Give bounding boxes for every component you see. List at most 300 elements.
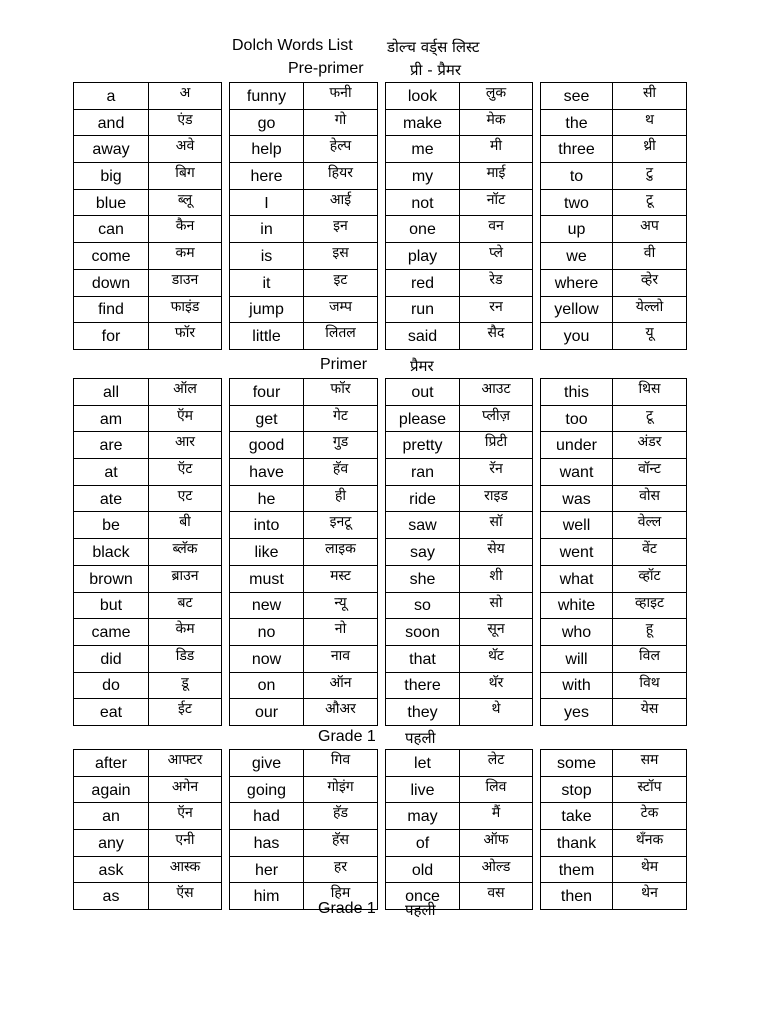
table-row	[230, 459, 378, 486]
table-row	[541, 296, 687, 323]
word-table	[385, 82, 533, 350]
english-word: for	[74, 323, 149, 350]
english-word: saw	[386, 512, 460, 539]
english-word: but	[74, 592, 149, 619]
hindi-transliteration: लिव	[460, 776, 533, 803]
english-word: did	[74, 645, 149, 672]
english-word: in	[230, 216, 304, 243]
table-row	[386, 776, 533, 803]
table-row	[541, 592, 687, 619]
english-word: is	[230, 243, 304, 270]
english-word: an	[74, 803, 149, 830]
english-word: well	[541, 512, 613, 539]
table-row	[541, 243, 687, 270]
english-word: up	[541, 216, 613, 243]
table-row	[230, 216, 378, 243]
word-table	[540, 749, 687, 910]
english-word: little	[230, 323, 304, 350]
table-row	[74, 405, 222, 432]
english-word: stop	[541, 776, 613, 803]
english-word: ran	[386, 459, 460, 486]
section-heading-hindi: प्री - प्रैमर	[410, 61, 462, 79]
table-row	[541, 459, 687, 486]
table-row	[74, 776, 222, 803]
hindi-transliteration: एनी	[149, 830, 222, 857]
table-row	[230, 379, 378, 406]
table-row	[541, 485, 687, 512]
hindi-transliteration: गेट	[304, 405, 378, 432]
hindi-transliteration: बी	[149, 512, 222, 539]
english-word: down	[74, 269, 149, 296]
english-word: away	[74, 136, 149, 163]
table-row	[74, 672, 222, 699]
hindi-transliteration: गोइंग	[304, 776, 378, 803]
english-word: make	[386, 109, 460, 136]
word-table	[229, 749, 378, 910]
table-row	[386, 856, 533, 883]
hindi-transliteration: थेन	[613, 883, 687, 910]
english-word: one	[386, 216, 460, 243]
table-row	[386, 699, 533, 726]
hindi-transliteration: ही	[304, 485, 378, 512]
english-word: of	[386, 830, 460, 857]
hindi-transliteration: राइड	[460, 485, 533, 512]
english-word: help	[230, 136, 304, 163]
word-table	[73, 378, 222, 726]
hindi-transliteration: बिग	[149, 163, 222, 190]
hindi-transliteration: टेक	[613, 803, 687, 830]
table-row	[386, 830, 533, 857]
english-word: will	[541, 645, 613, 672]
english-word: it	[230, 269, 304, 296]
english-word: out	[386, 379, 460, 406]
hindi-transliteration: वॉन्ट	[613, 459, 687, 486]
english-word: come	[74, 243, 149, 270]
table-row	[386, 565, 533, 592]
table-row	[386, 405, 533, 432]
english-word: new	[230, 592, 304, 619]
table-row	[386, 136, 533, 163]
table-row	[386, 189, 533, 216]
hindi-transliteration: ऑल	[149, 379, 222, 406]
english-word: to	[541, 163, 613, 190]
english-word: going	[230, 776, 304, 803]
hindi-transliteration: कम	[149, 243, 222, 270]
hindi-transliteration: लितल	[304, 323, 378, 350]
english-word: he	[230, 485, 304, 512]
table-row	[386, 619, 533, 646]
table-row	[74, 83, 222, 110]
hindi-transliteration: ब्राउन	[149, 565, 222, 592]
hindi-transliteration: मैं	[460, 803, 533, 830]
english-word: find	[74, 296, 149, 323]
hindi-transliteration: थॅंनक	[613, 830, 687, 857]
table-row	[386, 216, 533, 243]
hindi-transliteration: थॅट	[460, 645, 533, 672]
english-word: get	[230, 405, 304, 432]
table-row	[74, 750, 222, 777]
hindi-transliteration: गिव	[304, 750, 378, 777]
hindi-transliteration: लाइक	[304, 539, 378, 566]
hindi-transliteration: हॅस	[304, 830, 378, 857]
hindi-transliteration: आफ्टर	[149, 750, 222, 777]
english-word: go	[230, 109, 304, 136]
english-word: as	[74, 883, 149, 910]
hindi-transliteration: कैन	[149, 216, 222, 243]
hindi-transliteration: विथ	[613, 672, 687, 699]
table-row	[230, 189, 378, 216]
table-row	[74, 296, 222, 323]
hindi-transliteration: हर	[304, 856, 378, 883]
hindi-transliteration: आस्क	[149, 856, 222, 883]
table-row	[386, 83, 533, 110]
word-table	[73, 82, 222, 350]
table-row	[74, 243, 222, 270]
hindi-transliteration: वोस	[613, 485, 687, 512]
hindi-transliteration: सैद	[460, 323, 533, 350]
english-word: what	[541, 565, 613, 592]
table-row	[541, 432, 687, 459]
english-word: are	[74, 432, 149, 459]
table-row	[386, 645, 533, 672]
hindi-transliteration: व्हाइट	[613, 592, 687, 619]
english-word: two	[541, 189, 613, 216]
english-word: say	[386, 539, 460, 566]
table-row	[541, 565, 687, 592]
section-heading	[0, 60, 768, 80]
table-row	[541, 699, 687, 726]
hindi-transliteration: अंडर	[613, 432, 687, 459]
hindi-transliteration: हिम	[304, 883, 378, 910]
hindi-transliteration: मस्ट	[304, 565, 378, 592]
hindi-transliteration: आउट	[460, 379, 533, 406]
table-row	[230, 485, 378, 512]
table-row	[74, 323, 222, 350]
table-row	[386, 269, 533, 296]
hindi-transliteration: वेल्ल	[613, 512, 687, 539]
table-row	[541, 803, 687, 830]
table-row	[74, 645, 222, 672]
english-word: pretty	[386, 432, 460, 459]
hindi-transliteration: अगेन	[149, 776, 222, 803]
english-word: our	[230, 699, 304, 726]
hindi-transliteration: सून	[460, 619, 533, 646]
english-word: good	[230, 432, 304, 459]
english-word: some	[541, 750, 613, 777]
word-table	[229, 378, 378, 726]
english-word: like	[230, 539, 304, 566]
table-row	[386, 803, 533, 830]
english-word: that	[386, 645, 460, 672]
table-row	[541, 405, 687, 432]
english-word: ride	[386, 485, 460, 512]
table-row	[230, 163, 378, 190]
footer-heading	[0, 900, 768, 920]
english-word: said	[386, 323, 460, 350]
table-row	[230, 565, 378, 592]
hindi-transliteration: बट	[149, 592, 222, 619]
english-word: her	[230, 856, 304, 883]
english-word: do	[74, 672, 149, 699]
table-row	[230, 269, 378, 296]
word-table	[385, 378, 533, 726]
table-row	[230, 243, 378, 270]
english-word: came	[74, 619, 149, 646]
english-word: play	[386, 243, 460, 270]
hindi-transliteration: शी	[460, 565, 533, 592]
hindi-transliteration: रेड	[460, 269, 533, 296]
table-row	[230, 856, 378, 883]
english-word: three	[541, 136, 613, 163]
table-row	[230, 405, 378, 432]
title-hindi: डोल्च वर्ड्स लिस्ट	[387, 38, 480, 56]
english-word: me	[386, 136, 460, 163]
hindi-transliteration: इन	[304, 216, 378, 243]
english-word: let	[386, 750, 460, 777]
word-table	[540, 82, 687, 350]
english-word: brown	[74, 565, 149, 592]
hindi-transliteration: लुक	[460, 83, 533, 110]
hindi-transliteration: ऍट	[149, 459, 222, 486]
hindi-transliteration: सी	[613, 83, 687, 110]
table-row	[386, 485, 533, 512]
table-row	[386, 672, 533, 699]
english-word: under	[541, 432, 613, 459]
footer-hindi: पहली	[405, 901, 436, 919]
table-row	[541, 189, 687, 216]
table-row	[230, 776, 378, 803]
hindi-transliteration: येल्लो	[613, 296, 687, 323]
english-word: am	[74, 405, 149, 432]
table-row	[74, 269, 222, 296]
table-row	[230, 83, 378, 110]
english-word: went	[541, 539, 613, 566]
hindi-transliteration: थ्री	[613, 136, 687, 163]
hindi-transliteration: फाइंड	[149, 296, 222, 323]
hindi-transliteration: व्हॉट	[613, 565, 687, 592]
section-heading-hindi: पहली	[405, 729, 436, 747]
english-word: can	[74, 216, 149, 243]
english-word: white	[541, 592, 613, 619]
english-word: not	[386, 189, 460, 216]
hindi-transliteration: अवे	[149, 136, 222, 163]
hindi-transliteration: वी	[613, 243, 687, 270]
table-row	[541, 856, 687, 883]
table-row	[230, 645, 378, 672]
english-word: jump	[230, 296, 304, 323]
footer-english: Grade 1	[318, 900, 376, 917]
english-word: I	[230, 189, 304, 216]
hindi-transliteration: डिड	[149, 645, 222, 672]
english-word: yes	[541, 699, 613, 726]
table-row	[541, 539, 687, 566]
hindi-transliteration: जम्प	[304, 296, 378, 323]
english-word: ate	[74, 485, 149, 512]
table-row	[386, 109, 533, 136]
table-row	[74, 485, 222, 512]
table-row	[74, 619, 222, 646]
table-row	[74, 512, 222, 539]
table-row	[74, 189, 222, 216]
hindi-transliteration: ऑन	[304, 672, 378, 699]
english-word: thank	[541, 830, 613, 857]
english-word: all	[74, 379, 149, 406]
hindi-transliteration: रन	[460, 296, 533, 323]
english-word: please	[386, 405, 460, 432]
hindi-transliteration: ऍस	[149, 883, 222, 910]
hindi-transliteration: वन	[460, 216, 533, 243]
table-row	[230, 512, 378, 539]
hindi-transliteration: ऑफ	[460, 830, 533, 857]
word-table	[73, 749, 222, 910]
english-word: black	[74, 539, 149, 566]
table-row	[386, 323, 533, 350]
english-word: ask	[74, 856, 149, 883]
hindi-transliteration: सेय	[460, 539, 533, 566]
table-row	[230, 109, 378, 136]
hindi-transliteration: फॉर	[149, 323, 222, 350]
hindi-transliteration: प्ले	[460, 243, 533, 270]
english-word: they	[386, 699, 460, 726]
table-row	[230, 750, 378, 777]
english-word: once	[386, 883, 460, 910]
hindi-transliteration: लेट	[460, 750, 533, 777]
table-row	[386, 163, 533, 190]
english-word: may	[386, 803, 460, 830]
hindi-transliteration: वेंट	[613, 539, 687, 566]
hindi-transliteration: विल	[613, 645, 687, 672]
hindi-transliteration: इनटू	[304, 512, 378, 539]
hindi-transliteration: एट	[149, 485, 222, 512]
table-row	[386, 459, 533, 486]
hindi-transliteration: हॅड	[304, 803, 378, 830]
hindi-transliteration: सॉ	[460, 512, 533, 539]
table-row	[74, 109, 222, 136]
table-row	[541, 216, 687, 243]
english-word: now	[230, 645, 304, 672]
table-row	[541, 750, 687, 777]
hindi-transliteration: प्लीज़	[460, 405, 533, 432]
english-word: see	[541, 83, 613, 110]
hindi-transliteration: अप	[613, 216, 687, 243]
table-row	[230, 699, 378, 726]
english-word: run	[386, 296, 460, 323]
english-word: there	[386, 672, 460, 699]
section-heading	[0, 728, 768, 748]
table-row	[541, 672, 687, 699]
word-table	[540, 378, 687, 726]
english-word: funny	[230, 83, 304, 110]
table-row	[386, 512, 533, 539]
table-row	[74, 856, 222, 883]
hindi-transliteration: ऍन	[149, 803, 222, 830]
table-row	[230, 672, 378, 699]
english-word: live	[386, 776, 460, 803]
hindi-transliteration: थ	[613, 109, 687, 136]
section-heading-hindi: प्रैमर	[410, 357, 434, 375]
hindi-transliteration: थे	[460, 699, 533, 726]
table-row	[386, 296, 533, 323]
table-row	[541, 323, 687, 350]
table-row	[230, 296, 378, 323]
english-word: on	[230, 672, 304, 699]
english-word: with	[541, 672, 613, 699]
table-row	[74, 565, 222, 592]
table-row	[230, 136, 378, 163]
hindi-transliteration: ऍम	[149, 405, 222, 432]
english-word: she	[386, 565, 460, 592]
hindi-transliteration: ईट	[149, 699, 222, 726]
english-word: where	[541, 269, 613, 296]
english-word: red	[386, 269, 460, 296]
hindi-transliteration: वस	[460, 883, 533, 910]
table-row	[74, 803, 222, 830]
word-table	[229, 82, 378, 350]
english-word: my	[386, 163, 460, 190]
english-word: so	[386, 592, 460, 619]
table-row	[74, 216, 222, 243]
hindi-transliteration: रॅन	[460, 459, 533, 486]
hindi-transliteration: थेम	[613, 856, 687, 883]
table-row	[74, 539, 222, 566]
hindi-transliteration: फनी	[304, 83, 378, 110]
table-row	[386, 432, 533, 459]
hindi-transliteration: व्हेर	[613, 269, 687, 296]
english-word: any	[74, 830, 149, 857]
hindi-transliteration: नाव	[304, 645, 378, 672]
hindi-transliteration: डू	[149, 672, 222, 699]
hindi-transliteration: स्टॉप	[613, 776, 687, 803]
table-row	[541, 619, 687, 646]
table-row	[386, 539, 533, 566]
english-word: big	[74, 163, 149, 190]
table-row	[386, 379, 533, 406]
table-row	[230, 539, 378, 566]
table-row	[541, 645, 687, 672]
hindi-transliteration: यू	[613, 323, 687, 350]
section-heading-english: Pre-primer	[288, 60, 364, 77]
hindi-transliteration: औअर	[304, 699, 378, 726]
english-word: look	[386, 83, 460, 110]
table-row	[386, 750, 533, 777]
hindi-transliteration: गुड	[304, 432, 378, 459]
table-row	[74, 459, 222, 486]
hindi-transliteration: न्यू	[304, 592, 378, 619]
table-row	[74, 163, 222, 190]
table-row	[386, 243, 533, 270]
hindi-transliteration: टू	[613, 189, 687, 216]
hindi-transliteration: ब्लू	[149, 189, 222, 216]
hindi-transliteration: इस	[304, 243, 378, 270]
english-word: was	[541, 485, 613, 512]
table-row	[74, 432, 222, 459]
english-word: the	[541, 109, 613, 136]
table-row	[230, 592, 378, 619]
table-row	[541, 512, 687, 539]
hindi-transliteration: डाउन	[149, 269, 222, 296]
hindi-transliteration: थॅर	[460, 672, 533, 699]
hindi-transliteration: ओल्ड	[460, 856, 533, 883]
english-word: too	[541, 405, 613, 432]
hindi-transliteration: मी	[460, 136, 533, 163]
table-row	[541, 83, 687, 110]
hindi-transliteration: ब्लॅक	[149, 539, 222, 566]
hindi-transliteration: प्रिटी	[460, 432, 533, 459]
table-row	[230, 619, 378, 646]
table-row	[541, 109, 687, 136]
hindi-transliteration: सो	[460, 592, 533, 619]
english-word: again	[74, 776, 149, 803]
